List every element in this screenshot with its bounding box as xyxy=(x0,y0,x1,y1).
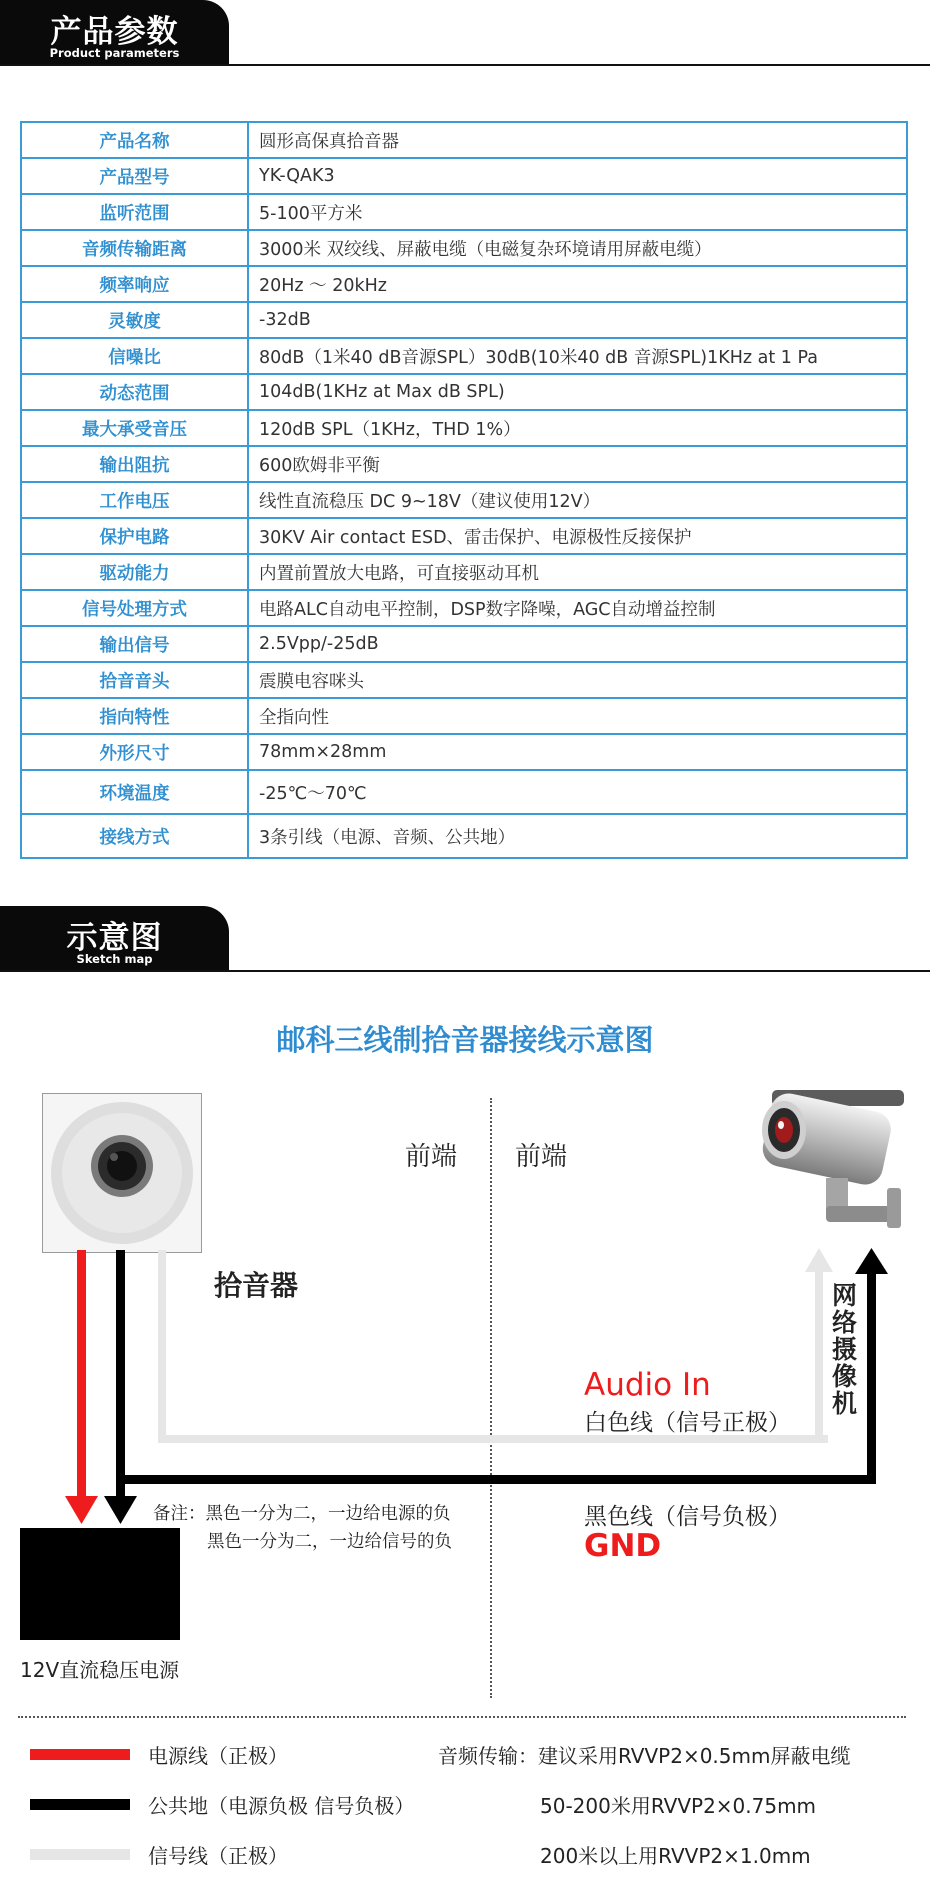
table-row xyxy=(21,698,907,734)
note-line-1: 备注：黑色一分为二，一边给电源的负 xyxy=(153,1504,451,1524)
table-row xyxy=(21,194,907,230)
table-row xyxy=(21,482,907,518)
table-row xyxy=(21,122,907,158)
table-row xyxy=(21,302,907,338)
param-key: 保护电路 xyxy=(21,518,248,554)
wiring-diagram xyxy=(0,1240,930,1540)
legend-divider xyxy=(18,1716,906,1718)
table-row xyxy=(21,814,907,858)
camera-label: 网络摄像机 xyxy=(832,1281,858,1418)
audio-in-label: Audio In xyxy=(584,1367,711,1403)
table-row xyxy=(21,374,907,410)
microphone-label: 拾音器 xyxy=(214,1269,299,1302)
param-value: 600欧姆非平衡 xyxy=(248,446,907,482)
table-row xyxy=(21,770,907,814)
table-row xyxy=(21,662,907,698)
table-row xyxy=(21,410,907,446)
gnd-label: GND xyxy=(584,1528,662,1564)
ground-wire xyxy=(120,1475,876,1484)
param-key: 接线方式 xyxy=(21,814,248,858)
power-supply xyxy=(20,1528,180,1640)
legend-label: 电源线（正极） xyxy=(148,1744,288,1768)
param-key: 信噪比 xyxy=(21,338,248,374)
transmission-note: 音频传输：建议采用RVVP2×0.5mm屏蔽电缆 xyxy=(438,1744,851,1768)
camera-icon xyxy=(742,1078,912,1238)
param-value: 20Hz ～ 20kHz xyxy=(248,266,907,302)
param-key: 监听范围 xyxy=(21,194,248,230)
cable-spec: 200米以上用RVVP2×1.0mm xyxy=(540,1844,811,1868)
param-value: 78mm×28mm xyxy=(248,734,907,770)
section-subtitle: Sketch map xyxy=(76,952,153,966)
section-subtitle: Product parameters xyxy=(49,46,180,60)
param-value: 80dB（1米40 dB音源SPL）30dB(10米40 dB 音源SPL)1KHz at 1 Pa xyxy=(248,338,907,374)
microphone-image xyxy=(42,1093,202,1253)
param-value: 内置前置放大电路，可直接驱动耳机 xyxy=(248,554,907,590)
param-value: 30KV Air contact ESD、雷击保护、电源极性反接保护 xyxy=(248,518,907,554)
ground-wire xyxy=(867,1268,876,1484)
param-key: 音频传输距离 xyxy=(21,230,248,266)
param-key: 产品型号 xyxy=(21,158,248,194)
parameter-table xyxy=(20,121,908,859)
section-divider xyxy=(0,970,930,972)
table-row xyxy=(21,266,907,302)
param-key: 产品名称 xyxy=(21,122,248,158)
table-row xyxy=(21,446,907,482)
param-key: 输出阻抗 xyxy=(21,446,248,482)
note-line-2: 黑色一分为二，一边给信号的负 xyxy=(207,1532,452,1552)
param-value: 电路ALC自动电平控制，DSP数字降噪，AGC自动增益控制 xyxy=(248,590,907,626)
table-row xyxy=(21,554,907,590)
param-value: 120dB SPL（1KHz，THD 1%） xyxy=(248,410,907,446)
param-key: 灵敏度 xyxy=(21,302,248,338)
param-key: 频率响应 xyxy=(21,266,248,302)
section-title: 示意图 xyxy=(66,920,163,956)
param-value: 震膜电容咪头 xyxy=(248,662,907,698)
ground-wire xyxy=(116,1250,125,1498)
param-key: 外形尺寸 xyxy=(21,734,248,770)
legend-line-power xyxy=(30,1749,130,1760)
legend-line-ground xyxy=(30,1799,130,1810)
param-value: 3条引线（电源、音频、公共地） xyxy=(248,814,907,858)
power-wire xyxy=(77,1250,86,1498)
table-row xyxy=(21,590,907,626)
section-divider xyxy=(0,64,930,66)
table-row xyxy=(21,338,907,374)
arrow-up-icon xyxy=(805,1248,833,1272)
section-header-sketch xyxy=(0,906,930,972)
param-key: 指向特性 xyxy=(21,698,248,734)
table-row xyxy=(21,230,907,266)
arrow-down-icon xyxy=(104,1496,137,1524)
white-wire-label: 白色线（信号正极） xyxy=(584,1410,791,1436)
table-row xyxy=(21,734,907,770)
microphone-icon xyxy=(43,1094,201,1252)
signal-wire xyxy=(158,1250,166,1440)
legend-label: 公共地（电源负极 信号负极） xyxy=(148,1794,415,1818)
param-value: -32dB xyxy=(248,302,907,338)
black-wire-label: 黑色线（信号负极） xyxy=(584,1504,791,1530)
param-value: 全指向性 xyxy=(248,698,907,734)
section-title: 产品参数 xyxy=(50,14,179,50)
param-key: 工作电压 xyxy=(21,482,248,518)
section-header-params xyxy=(0,0,930,66)
param-value: 线性直流稳压 DC 9~18V（建议使用12V） xyxy=(248,482,907,518)
param-key: 环境温度 xyxy=(21,770,248,814)
table-row xyxy=(21,158,907,194)
front-label-left: 前端 xyxy=(405,1142,458,1172)
front-label-right: 前端 xyxy=(515,1142,568,1172)
param-key: 驱动能力 xyxy=(21,554,248,590)
power-supply-label: 12V直流稳压电源 xyxy=(20,1658,180,1682)
table-row xyxy=(21,626,907,662)
param-key: 拾音音头 xyxy=(21,662,248,698)
signal-wire xyxy=(815,1268,823,1443)
legend-line-signal xyxy=(30,1849,130,1860)
param-value: 3000米 双绞线、屏蔽电缆（电磁复杂环境请用屏蔽电缆） xyxy=(248,230,907,266)
param-key: 动态范围 xyxy=(21,374,248,410)
legend-label: 信号线（正极） xyxy=(148,1844,288,1868)
param-value: 5-100平方米 xyxy=(248,194,907,230)
param-value: YK-QAK3 xyxy=(248,158,907,194)
param-value: 圆形高保真拾音器 xyxy=(248,122,907,158)
cable-spec: 50-200米用RVVP2×0.75mm xyxy=(540,1794,817,1818)
param-value: 104dB(1KHz at Max dB SPL) xyxy=(248,374,907,410)
table-row xyxy=(21,518,907,554)
arrow-up-icon xyxy=(855,1248,888,1274)
param-value: -25℃～70℃ xyxy=(248,770,907,814)
param-key: 信号处理方式 xyxy=(21,590,248,626)
param-key: 最大承受音压 xyxy=(21,410,248,446)
param-value: 2.5Vpp/-25dB xyxy=(248,626,907,662)
arrow-down-icon xyxy=(65,1496,98,1524)
param-key: 输出信号 xyxy=(21,626,248,662)
diagram-title: 邮科三线制拾音器接线示意图 xyxy=(276,1023,654,1057)
